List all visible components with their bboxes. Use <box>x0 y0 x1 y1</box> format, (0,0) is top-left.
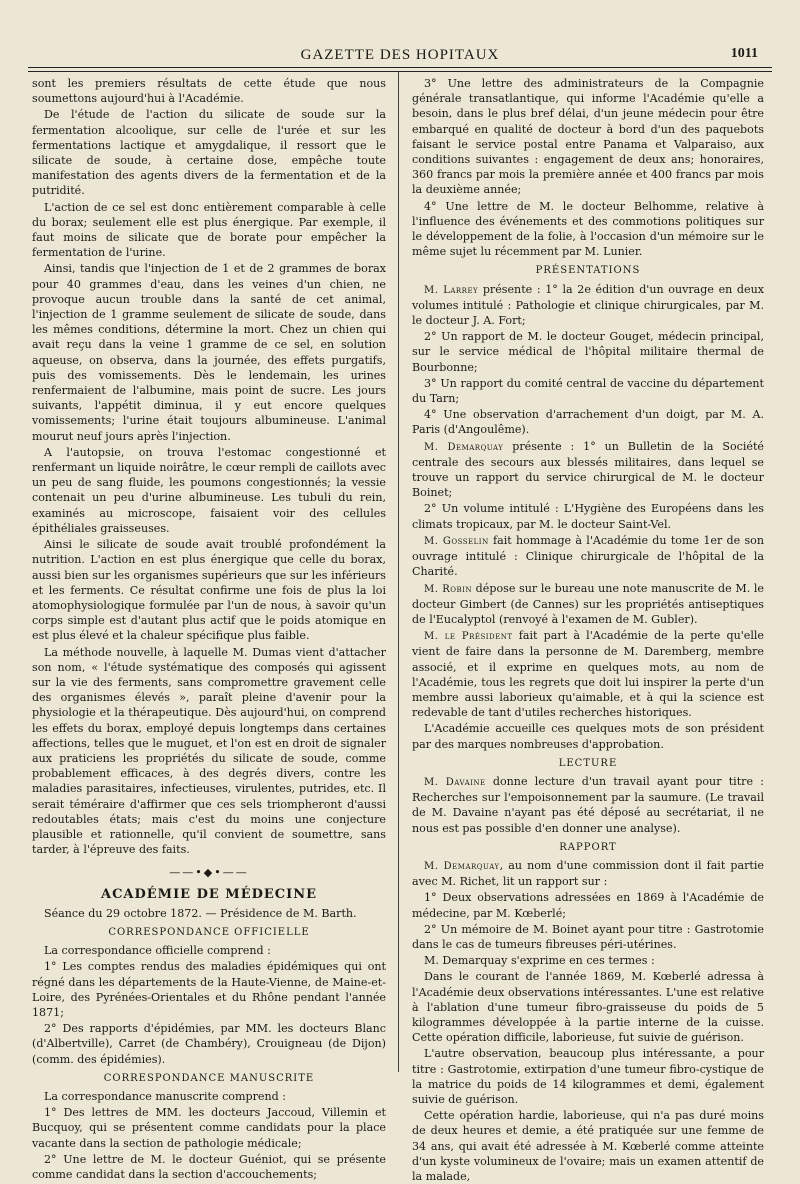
paragraph-text: 1° Deux observations adressées en 1869 à l'Académie de médecine, par M. Kœberlé; <box>412 891 764 920</box>
journal-title: GAZETTE DES HOPITAUX <box>300 47 500 63</box>
paragraph <box>412 581 764 628</box>
paragraph: A l'autopsie, on trouva l'estomac congestionné et renfermant un liquide noirâtre, le cœur rempli de caillots avec un peu de sang fluide, les poumons congestionnés; la vessie contenait un peu d'urine albumineuse. Les tubuli du rein, examinés au microscope, faisaient voir des cellules épithéliales graisseuses. <box>32 445 386 535</box>
speaker-name: M. Davaine <box>424 776 486 788</box>
section-title: ACADÉMIE DE MÉDECINE <box>100 886 317 902</box>
paragraph: Ainsi, tandis que l'injection de 1 et de 2 grammes de borax pour 40 grammes d'eau, dans les veines d'un chien, ne provoque aucun trouble dans la santé de cet animal, l'injection de 1 gramme seulement de silicate de soude, dans les mêmes conditions, détermine la mort. Chez un chien qui avait reçu dans la veine 1 gramme de ce sel, en solution aqueuse, on observa, dans la journée, des effets purgatifs, puis des vomissements. Dès le lendemain, les urines renfermaient de l'albumine, mais point de sucre. Les jours suivants, l'appétit diminua, il y eut encore quelques vomissements; l'urine était toujours albumineuse. L'animal mourut neuf jours après l'injection. <box>32 262 386 443</box>
paragraph <box>412 890 764 920</box>
speaker-name: M. Demarquay <box>424 860 500 872</box>
section-heading: CORRESPONDANCE OFFICIELLE <box>108 926 310 938</box>
paragraph <box>412 501 764 531</box>
paragraph: L'action de ce sel est donc entièrement comparable à celle du borax; seulement elle est plus énergique. Par exemple, il faut moins de silicate que de borate pour empêcher la fermentation de l'urine. <box>32 200 386 260</box>
section-heading: LECTURE <box>558 757 618 769</box>
paragraph <box>412 721 764 751</box>
section-heading: RAPPORT <box>559 841 617 853</box>
paragraph <box>412 969 764 1045</box>
section-heading: PRÉSENTATIONS <box>535 265 641 277</box>
paragraph: 1° Des lettres de MM. les docteurs Jaccoud, Villemin et Bucquoy, qui se présentent comme candidats pour la place vacante dans la section de pathologie médicale; <box>32 1106 386 1150</box>
paragraph-text: présente : 1° un Bulletin de la Société centrale des secours aux blessés militaires, dans lequel se trouve un rapport du service chirurgical de M. le docteur Boinet; <box>412 439 764 500</box>
paragraph: 4° Une lettre de M. le docteur Belhomme, relative à l'influence des événements et des commotions politiques sur le développement de la folie, à l'occasion d'un mémoire sur le même sujet lu récemment par M. Lunier. <box>412 199 764 259</box>
header-rule <box>28 67 772 68</box>
speaker-name: M. Demarquay <box>424 441 504 453</box>
column-divider <box>398 72 399 1072</box>
paragraph-text: dépose sur le bureau une note manuscrite de M. le docteur Gimbert (de Cannes) sur les propriétés antiseptiques de l'Eucalyptol (renvoyé à l'examen de M. Gubler). <box>412 581 764 626</box>
paragraph: 3° Une lettre des administrateurs de la Compagnie générale transatlantique, qui informe l'Académie qu'elle a besoin, dans le plus bref délai, d'un jeune médecin pour être embarqué en qualité de docteur à bord d'un des paquebots faisant le service postal entre Panama et Valparaiso, aux conditions suivantes : engagement de deux ans; honoraires, 360 francs par mois la première année et 400 francs par mois la deuxième année; <box>412 77 764 197</box>
paragraph-text: 3° Un rapport du comité central de vaccine du département du Tarn; <box>412 376 764 406</box>
paragraph-text: fait hommage à l'Académie du tome 1er de son ouvrage intitulé : Clinique chirurgicale de l'hôpital de la Charité. <box>412 533 764 579</box>
speaker-name: M. Gosselin <box>424 535 489 547</box>
paragraph-text: donne lecture d'un travail ayant pour titre : Recherches sur l'empoisonnement par la saumure. (Le travail de M. Davaine n'ayant pas été déposé au secrétariat, il ne nous est pas possible d'en donner une analyse). <box>412 774 764 835</box>
paragraph <box>412 329 764 375</box>
paragraph-text: 4° Une observation d'arrachement d'un doigt, par M. A. Paris (d'Angoulême). <box>412 408 764 437</box>
paragraph: La correspondance manuscrite comprend : <box>44 1090 286 1103</box>
paragraph: 2° Une lettre de M. le docteur Guéniot, qui se présente comme candidat dans la section d'accouchements; <box>32 1152 386 1182</box>
paragraph <box>412 858 764 889</box>
paragraph <box>412 533 764 580</box>
paragraph-text: fait part à l'Académie de la perte qu'elle vient de faire dans la personne de M. Daremberg, membre associé, et il exprime en quelques mots, au nom de l'Académie, tous les regrets que doit lui inspirer la perte d'un membre aussi laborieux qu'aimable, et à qui la science est redevable de tant d'utiles recherches historiques. <box>412 629 764 720</box>
paragraph <box>412 1046 764 1107</box>
paragraph-text: Cette opération hardie, laborieuse, qui n'a pas duré moins de deux heures et demie, a été pratiquée sur une femme de 34 ans, qui avait été adressée à M. Kœberlé comme atteinte d'un kyste volumineux de l'ovaire; mais un examen attentif de la malade, <box>412 1109 764 1184</box>
paragraph <box>412 376 764 406</box>
paragraph <box>412 1108 764 1184</box>
paragraph: 1° Les comptes rendus des maladies épidémiques qui ont régné dans les départements de la Haute-Vienne, de Maine-et-Loire, des Pyrénées-Orientales et du Rhône pendant l'année 1871; <box>32 960 386 1019</box>
section-heading: CORRESPONDANCE MANUSCRITE <box>103 1072 315 1084</box>
paragraph-text: L'Académie accueille ces quelques mots de son président par des marques nombreuses d'approbation. <box>412 722 764 751</box>
paragraph-text: , au nom d'une commission dont il fait partie avec M. Richet, lit un rapport sur : <box>412 858 764 889</box>
speaker-name: M. Robin <box>424 583 473 595</box>
section-ornament: ——•◆•—— <box>169 866 249 880</box>
paragraph: 2° Des rapports d'épidémies, par MM. les docteurs Blanc (d'Albertville), Carret (de Chambéry), Crouigneau (de Dijon) (comm. des épidémies). <box>32 1022 386 1066</box>
paragraph-text: présente : 1° la 2e édition d'un ouvrage en deux volumes intitulé : Pathologie et clinique chirurgicales, par M. le docteur J. A. Fort; <box>412 282 764 328</box>
paragraph-text: 2° Un rapport de M. le docteur Gouget, médecin principal, sur le service médical de l'hôpital militaire thermal de Bourbonne; <box>412 330 764 374</box>
paragraph: sont les premiers résultats de cette étude que nous soumettons aujourd'hui à l'Académie. <box>32 77 386 106</box>
paragraph: De l'étude de l'action du silicate de soude sur la fermentation alcoolique, sur celle de l'urée et sur les fermentations lactique et amygdalique, il ressort que le silicate de soude, à certaine dose, empêche toute manifestation des agents divers de la fermentation et de la putridité. <box>32 108 386 198</box>
paragraph-text: Dans le courant de l'année 1869, M. Kœberlé adressa à l'Académie deux observations intéressantes. L'une est relative à l'ablation d'une tumeur fibro-graisseuse du poids de 5 kilogrammes développée à la partie interne de la cuisse. Cette opération difficile, laborieuse, fut suivie de guérison. <box>412 970 764 1045</box>
paragraph: Ainsi le silicate de soude avait troublé profondément la nutrition. L'action en est plus énergique que celle du borax, aussi bien sur les organismes supérieurs que sur les inférieurs et les ferments. Ce résultat confirme une fois de plus la loi atomophysiologique formulée par l'un de nous, à savoir qu'un corps simple est d'autant plus actif que le poids atomique en est plus élevé et la chaleur spécifique plus faible. <box>32 538 386 643</box>
right-column <box>412 76 764 1184</box>
paragraph <box>412 282 764 329</box>
paragraph <box>412 628 764 720</box>
speaker-name: M. Larrey <box>424 284 479 296</box>
paragraph <box>412 407 764 437</box>
speaker-name: M. le Président <box>424 631 513 643</box>
paragraph <box>412 922 764 952</box>
left-column <box>32 76 386 1182</box>
header-rule-thin <box>28 71 772 72</box>
session-line: Séance du 29 octobre 1872. — Présidence de M. Barth. <box>44 906 357 920</box>
paragraph: La méthode nouvelle, à laquelle M. Dumas vient d'attacher son nom, « l'étude systématique des composés qui agissent sur la vie des ferments, sans compromettre gravement celle des organismes élevés », paraît pleine d'avenir pour la physiologie et la thérapeutique. Dès aujourd'hui, on comprend les effets du borax, employé depuis longtemps dans certaines affections, telles que le muguet, et l'on est en droit de signaler aux praticiens les propriétés du silicate de soude, comme probablement efficaces, à des degrés divers, contre les maladies parasitaires, infectieuses, virulentes, putrides, etc. Il serait téméraire d'affirmer que ces sels triompheront d'aussi redoutables états; mais c'est du moins une conjecture plausible et rationnelle, qu'il convient de soumettre, sans tarder, à l'épreuve des faits. <box>32 645 386 857</box>
paragraph-text: 2° Un volume intitulé : L'Hygiène des Européens dans les climats tropicaux, par M. le docteur Saint-Vel. <box>412 502 764 531</box>
paragraph-text: M. Demarquay s'exprime en ces termes : <box>424 954 655 968</box>
paragraph-text: L'autre observation, beaucoup plus intéressante, a pour titre : Gastrotomie, extirpation d'une tumeur fibro-cystique de la matrice du poids de 14 kilogrammes et demi, également suivie de guérison. <box>412 1047 764 1106</box>
paragraph <box>412 774 764 836</box>
page-header <box>30 44 770 66</box>
paragraph: La correspondance officielle comprend : <box>44 944 271 958</box>
paragraph <box>412 439 764 501</box>
page-number: 1011 <box>730 46 758 61</box>
paragraph-text: 2° Un mémoire de M. Boinet ayant pour titre : Gastrotomie dans le cas de tumeurs fibreuses péri-utérines. <box>412 922 764 951</box>
paragraph <box>412 953 764 968</box>
